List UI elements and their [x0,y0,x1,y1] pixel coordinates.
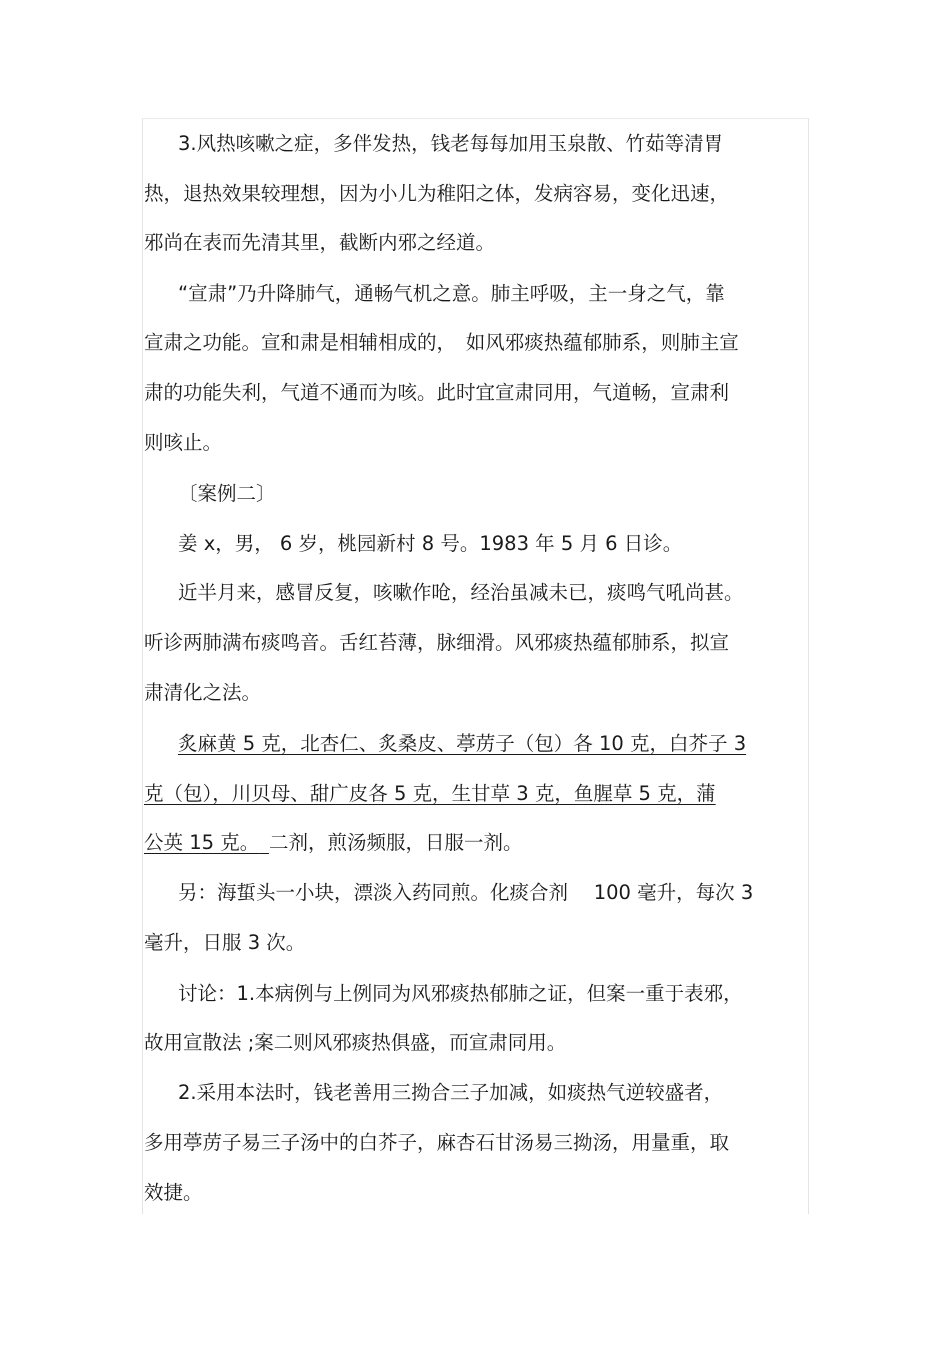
dosage-instruction: 二剂，煎汤频服，日服一剂。 [268,831,523,854]
prescription-line [144,830,522,856]
text-line: 近半月来，感冒反复，咳嗽作呛，经治虽减未已，痰鸣气吼尚甚。 [178,581,744,604]
text-line: 讨论：1.本病例与上例同为风邪痰热郁肺之证，但案一重于表邪， [178,982,743,1005]
text-line: 肃的功能失利，气道不通而为咳。此时宜宣肃同用，气道畅，宣肃利 [144,381,730,404]
prescription-line: 克（包），川贝母、甜广皮各 5 克，生甘草 3 克，鱼腥草 5 克，蒲 [144,782,716,805]
text-line: 肃清化之法。 [144,681,262,704]
text-line: 2.采用本法时，钱老善用三拗合三子加减，如痰热气逆较盛者， [178,1081,724,1104]
prescription-line: 炙麻黄 5 克，北杏仁、炙桑皮、葶苈子（包）各 10 克，白芥子 3 [178,732,747,755]
text-line: 多用葶苈子易三子汤中的白芥子，麻杏石甘汤易三拗汤，用量重，取 [144,1131,730,1154]
text-line: 邪尚在表而先清其里，截断内邪之经道。 [144,231,496,254]
text-line: “宣肃”乃升降肺气，通畅气机之意。肺主呼吸，主一身之气，靠 [178,282,725,305]
case-heading: 〔案例二〕 [178,482,276,505]
text-line: 宣肃之功能。宣和肃是相辅相成的， 如风邪痰热蕴郁肺系，则肺主宣 [144,331,739,354]
text-line: 另：海蜇头一小块，漂淡入药同煎。化痰合剂 100 毫升，每次 3 [178,881,754,904]
text-line: 姜 x，男， 6 岁，桃园新村 8 号。1983 年 5 月 6 日诊。 [178,532,683,555]
text-line: 热，退热效果较理想，因为小儿为稚阳之体，发病容易，变化迅速， [144,182,730,205]
text-line: 效捷。 [144,1181,203,1204]
text-line: 故用宣散法 ;案二则风邪痰热俱盛，而宣肃同用。 [144,1031,567,1054]
text-line: 3.风热咳嗽之症，多伴发热，钱老每每加用玉泉散、竹茹等清胃 [178,132,724,155]
text-line: 则咳止。 [144,431,223,454]
text-line: 听诊两肺满布痰鸣音。舌红苔薄，脉细滑。风邪痰热蕴郁肺系，拟宣 [144,631,730,654]
text-line: 毫升，日服 3 次。 [144,931,306,954]
prescription-end: 公英 15 克。 [144,831,260,854]
